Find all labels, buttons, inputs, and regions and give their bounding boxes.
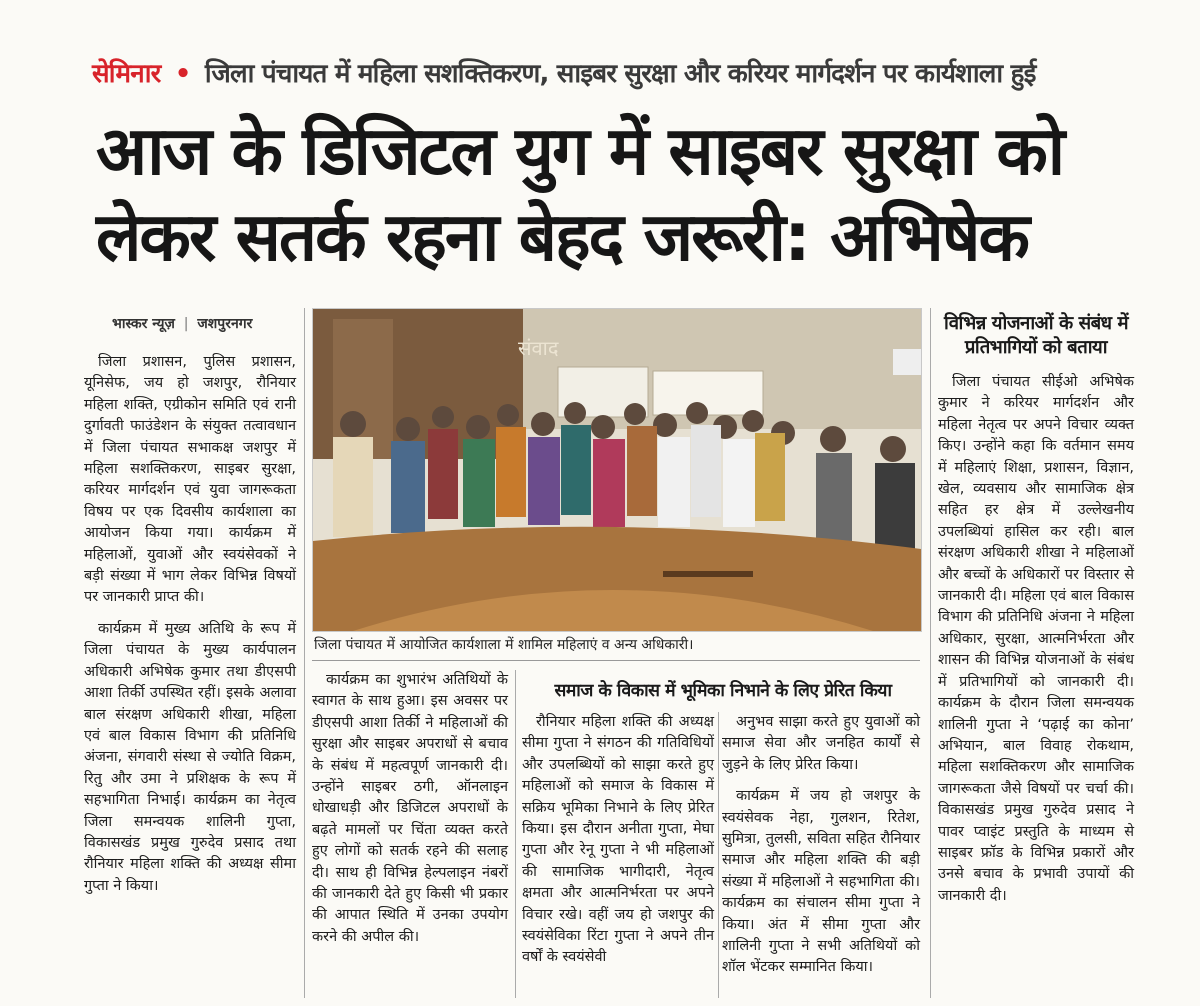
- kicker-bullet: •: [174, 59, 191, 89]
- article-column-2: [312, 670, 508, 958]
- group-photo-illustration: [313, 309, 921, 631]
- article-column-4: [722, 712, 920, 989]
- column-divider: [718, 712, 719, 998]
- wall-sign: संवाद: [518, 336, 559, 360]
- byline-separator: |: [183, 316, 189, 332]
- paragraph: कार्यक्रम का शुभारंभ अतिथियों के स्वागत के साथ हुआ। इस अवसर पर डीएसपी आशा तिर्की ने महिलाओं की सुरक्षा और साइबर अपराधों से बचाव के संबंध में महत्वपूर्ण जानकारी दी। उन्होंने साइबर ठगी, ऑनलाइन धोखाधड़ी और डिजिटल अपराधों के बढ़ते मामलों पर चिंता व्यक्त करते हुए लोगों को सतर्क रहने की सलाह दी। साथ ही विभिन्न हेल्पलाइन नंबरों की जानकारी देते हुए किसी भी प्रकार की आपात स्थिति में उनका उपयोग करने की अपील की।: [312, 672, 508, 945]
- headline: आज के डिजिटल युग में साइबर सुरक्षा को लेकर सतर्क रहना बेहद जरूरी: अभिषेक: [96, 112, 1064, 276]
- photo-caption: जिला पंचायत में आयोजित कार्यशाला में शामिल महिलाएं व अन्य अधिकारी।: [314, 637, 694, 653]
- paragraph: रौनियार महिला शक्ति की अध्यक्ष सीमा गुप्ता ने संगठन की गतिविधियों और उपलब्धियों को साझा करते हुए महिलाओं को समाज के विकास में सक्रिय भूमिका निभाने के लिए प्रेरित किया। इस दौरान अनीता गुप्ता, मेघा गुप्ता और रेनू गुप्ता ने भी महिलाओं की सामाजिक भागीदारी, नेतृत्व क्षमता और आत्मनिर्भरता पर अपने विचार रखे। वहीं जय हो जशपुर की स्वयंसेविका रिंटा गुप्ता ने अपने तीन वर्षों के स्वयंसेवी: [522, 714, 714, 966]
- kicker-label: सेमिनार: [92, 59, 161, 89]
- paragraph: अनुभव साझा करते हुए युवाओं को समाज सेवा और जनहित कार्यों से जुड़ने के लिए प्रेरित किया।: [722, 714, 920, 773]
- section-subheading: समाज के विकास में भूमिका निभाने के लिए प्रेरित किया: [554, 681, 892, 701]
- paragraph: जिला पंचायत सीईओ अभिषेक कुमार ने करियर मार्गदर्शन और महिला नेतृत्व पर अपने विचार व्यक्त किए। उन्होंने कहा कि वर्तमान समय में महिलाएं शिक्षा, प्रशासन, विज्ञान, खेल, व्यवसाय और सामाजिक क्षेत्र सहित हर क्षेत्र में उल्लेखनीय उपलब्धियां हासिल कर रही। बाल संरक्षण अधिकारी शीखा ने महिलाओं और बच्चों के अधिकारों पर विस्तार से जानकारी दी। महिला एवं बाल विकास विभाग की प्रतिनिधि अंजना ने महिला अधिकार, सुरक्षा, आत्मनिर्भरता और शासन की विभिन्न योजनाओं के संबंध में प्रतिभागियों को जानकारी दी। कार्यक्रम के दौरान जिला समन्वयक शालिनी गुप्ता ने ‘पढ़ाई का कोना’ अभियान, बाल विवाह रोकथाम, महिला सशक्तिकरण और सामाजिक जागरूकता जैसे विषयों पर चर्चा की। विकासखंड प्रमुख गुरुदेव प्रसाद ने पावर प्वाइंट प्रस्तुति के माध्यम से साइबर फ्रॉड के विभिन्न प्रकारों और उनसे बचाव के प्रभावी उपायों की जानकारी दी।: [938, 374, 1134, 904]
- byline: [112, 314, 252, 333]
- sidebar-heading: विभिन्न योजनाओं के संबंध में प्रतिभागियों को बताया: [943, 313, 1129, 358]
- article-column-1: [84, 352, 296, 907]
- kicker-text: जिला पंचायत में महिला सशक्तिकरण, साइबर सुरक्षा और करियर मार्गदर्शन पर कार्यशाला हुई: [204, 59, 1036, 89]
- column-divider: [515, 670, 516, 998]
- byline-place: जशपुरनगर: [197, 316, 253, 332]
- paragraph: जिला प्रशासन, पुलिस प्रशासन, यूनिसेफ, जय हो जशपुर, रौनियार महिला शक्ति, एग्रीकोन समिति एवं रानी दुर्गावती फाउंडेशन के संयुक्त तत्वावधान में जिला पंचायत सभाकक्ष जशपुर में महिला सशक्तिकरण, साइबर सुरक्षा, करियर मार्गदर्शन एवं युवा जागरूकता विषय पर एक दिवसीय कार्यशाला का आयोजन किया गया। कार्यक्रम में महिलाओं, युवाओं और स्वयंसेवकों ने बड़ी संख्या में भाग लेकर विभिन्न विषयों पर जानकारी प्राप्त की।: [84, 354, 296, 606]
- article-column-3: [522, 712, 714, 979]
- paragraph: कार्यक्रम में जय हो जशपुर के स्वयंसेवक नेहा, गुलशन, रितेश, सुमित्रा, तुलसी, सविता सहित रौनियार समाज और महिला शक्ति की बड़ी संख्या में महिलाओं ने सहभागिता की। कार्यक्रम का संचालन सीमा गुप्ता ने किया। अंत में सीमा गुप्ता और शालिनी गुप्ता ने सभी अतिथियों को शॉल भेंटकर सम्मानित किया।: [722, 788, 920, 976]
- sidebar-column: [938, 372, 1134, 917]
- column-divider: [930, 308, 931, 998]
- event-photo: [312, 308, 922, 632]
- kicker-line: [92, 54, 1182, 90]
- byline-source: भास्कर न्यूज़: [112, 316, 175, 332]
- divider: [312, 660, 920, 661]
- column-divider: [304, 308, 305, 998]
- paragraph: कार्यक्रम में मुख्य अतिथि के रूप में जिला पंचायत के मुख्य कार्यपालन अधिकारी अभिषेक कुमार तथा डीएसपी आशा तिर्की उपस्थित रहीं। इसके अलावा बाल संरक्षण अधिकारी शीखा, महिला एवं बाल विकास विभाग की प्रतिनिधि अंजना, संगवारी संस्था से ज्योति विक्रम, रितु और उमा ने प्रशिक्षक के रूप में सहभागिता निभाई। कार्यक्रम का नेतृत्व जिला समन्वयक शालिनी गुप्ता, विकासखंड प्रमुख गुरुदेव प्रसाद तथा रौनियार महिला शक्ति की अध्यक्ष सीमा गुप्ता ने किया।: [84, 620, 296, 894]
